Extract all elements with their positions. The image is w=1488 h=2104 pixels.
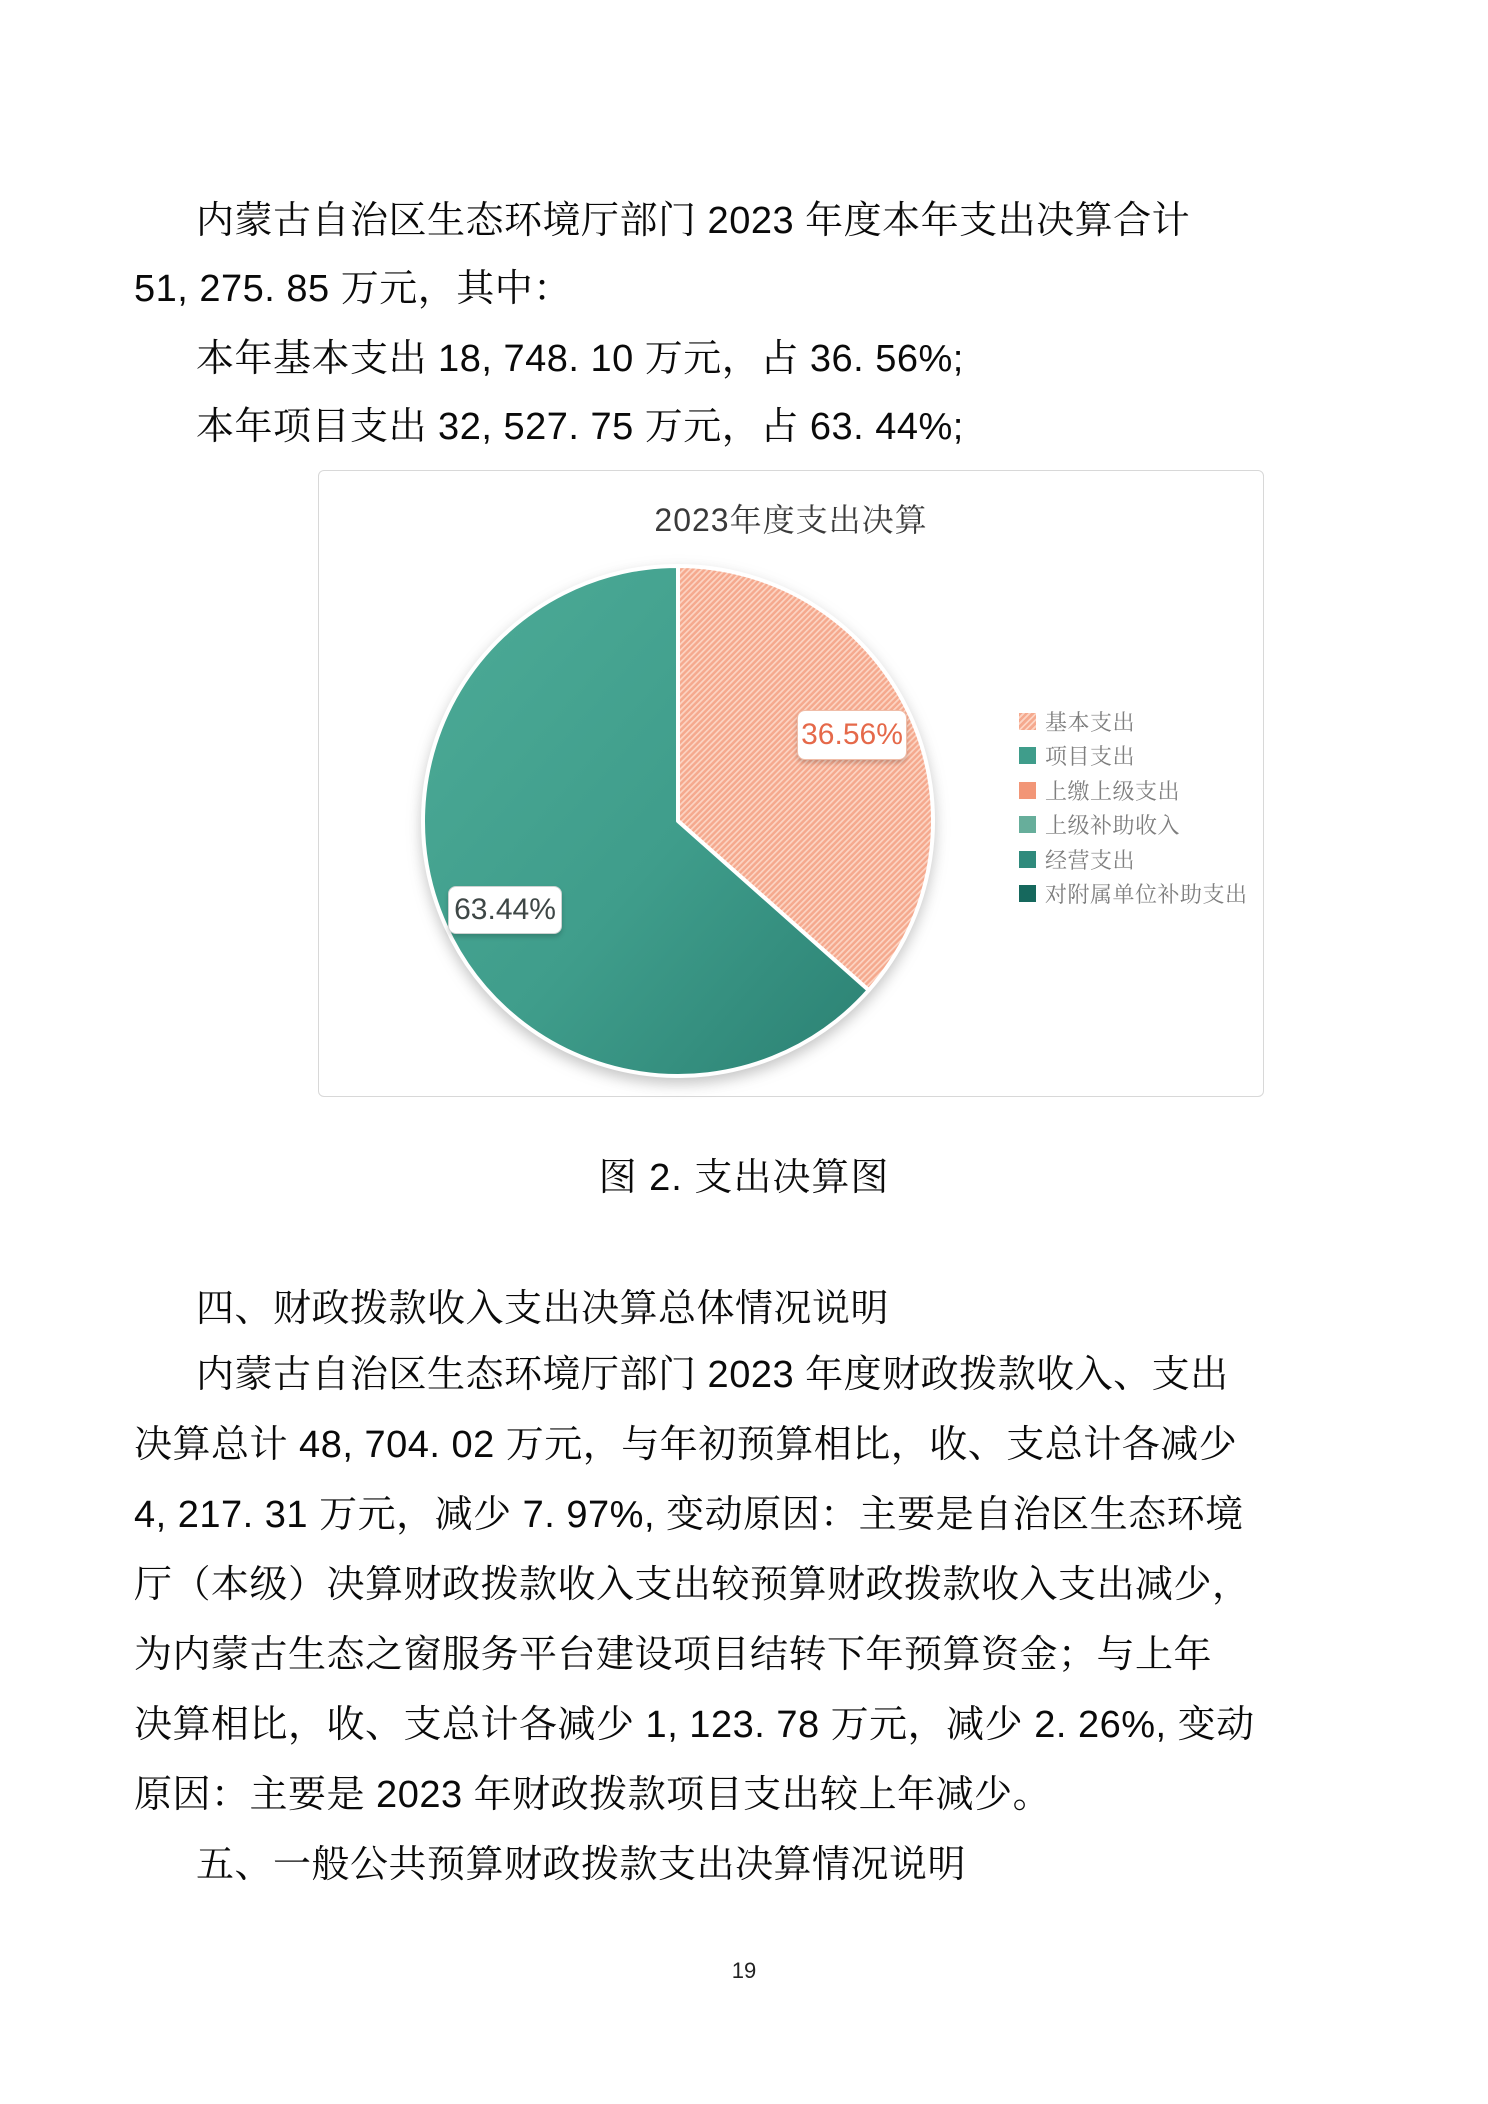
intro-line-1: 内蒙古自治区生态环境厅部门 2023 年度本年支出决算合计 [196, 200, 1191, 242]
section-heading-4: 四、财政拨款收入支出决算总体情况说明 [196, 1288, 890, 1330]
intro-line-3: 本年基本支出 18, 748. 10 万元，占 36. 56%; [196, 338, 964, 380]
expenditure-pie-chart [318, 470, 1264, 1097]
section4-line: 4, 217. 31 万元，减少 7. 97%, 变动原因：主要是自治区生态环境 [134, 1494, 1244, 1536]
legend-item-label: 上级补助收入 [1045, 813, 1181, 839]
legend-item [1019, 709, 1248, 733]
pie-chart-canvas [415, 558, 941, 1084]
legend-item-label: 对附属单位补助支出 [1045, 882, 1248, 908]
legend-swatch-icon [1019, 816, 1036, 833]
section4-line: 为内蒙古生态之窗服务平台建设项目结转下年预算资金；与上年 [134, 1634, 1213, 1676]
page-number: 19 [731, 1958, 757, 1983]
section4-line: 厅（本级）决算财政拨款收入支出较预算财政拨款收入支出减少， [134, 1564, 1251, 1606]
legend-item-label: 基本支出 [1045, 709, 1136, 735]
legend-swatch-icon [1019, 782, 1036, 799]
legend-item [1019, 778, 1248, 802]
chart-legend [1019, 709, 1248, 906]
legend-item [1019, 744, 1248, 768]
legend-item [1019, 813, 1248, 837]
section-heading-5: 五、一般公共预算财政拨款支出决算情况说明 [196, 1844, 967, 1886]
data-label-basic-expenditure: 36.56% [797, 710, 907, 760]
section4-line: 决算相比，收、支总计各减少 1, 123. 78 万元，减少 2. 26%, 变动 [134, 1704, 1255, 1746]
legend-swatch-hatched-icon [1019, 713, 1036, 730]
figure-caption: 图 2. 支出决算图 [598, 1157, 890, 1199]
legend-swatch-icon [1019, 747, 1036, 764]
intro-line-4: 本年项目支出 32, 527. 75 万元，占 63. 44%; [196, 406, 964, 448]
legend-swatch-icon [1019, 885, 1036, 902]
legend-item [1019, 847, 1248, 871]
legend-item-label: 经营支出 [1045, 847, 1136, 873]
legend-item-label: 项目支出 [1045, 744, 1136, 770]
data-label-project-expenditure: 63.44% [448, 886, 562, 934]
section4-line: 原因：主要是 2023 年财政拨款项目支出较上年减少。 [134, 1774, 1052, 1816]
legend-item [1019, 882, 1248, 906]
legend-swatch-icon [1019, 851, 1036, 868]
legend-item-label: 上缴上级支出 [1045, 778, 1181, 804]
chart-title: 2023年度支出决算 [654, 502, 928, 538]
section4-line: 内蒙古自治区生态环境厅部门 2023 年度财政拨款收入、支出 [196, 1354, 1229, 1396]
intro-line-2: 51, 275. 85 万元，其中： [134, 268, 572, 310]
section4-line: 决算总计 48, 704. 02 万元，与年初预算相比，收、支总计各减少 [134, 1424, 1238, 1466]
